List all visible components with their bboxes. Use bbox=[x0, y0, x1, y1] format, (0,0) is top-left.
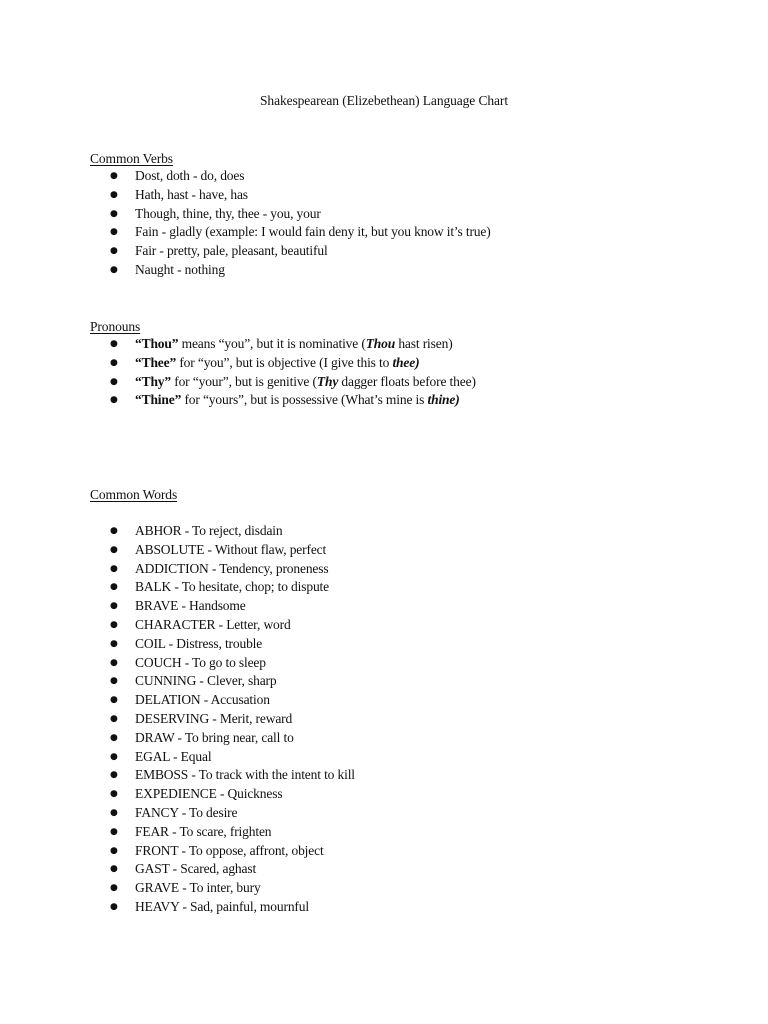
list-item: ● Naught - nothing bbox=[0, 261, 491, 280]
list-item: ● “Thy” for “your”, but is genitive (Thy dagger floats before thee) bbox=[0, 373, 476, 392]
list-item: ● Though, thine, thy, thee - you, your bbox=[0, 205, 491, 224]
list-item: ● Dost, doth - do, does bbox=[0, 167, 491, 186]
bullet-icon: ● bbox=[110, 713, 118, 724]
bullet-icon: ● bbox=[110, 807, 118, 818]
list-item: ● BRAVE - Handsome bbox=[0, 597, 355, 616]
list-item: ● Hath, hast - have, has bbox=[0, 186, 491, 205]
bullet-icon: ● bbox=[110, 563, 118, 574]
list-item: ● ABHOR - To reject, disdain bbox=[0, 522, 355, 541]
list-item: ● GAST - Scared, aghast bbox=[0, 860, 355, 879]
bullet-icon: ● bbox=[110, 657, 118, 668]
bullet-icon: ● bbox=[110, 376, 118, 387]
list-item: ● HEAVY - Sad, painful, mournful bbox=[0, 898, 355, 917]
words-list bbox=[0, 522, 355, 917]
bullet-icon: ● bbox=[110, 826, 118, 837]
bullet-icon: ● bbox=[110, 883, 118, 894]
bullet-icon: ● bbox=[110, 526, 118, 536]
list-item: ● EGAL - Equal bbox=[0, 748, 355, 767]
bullet-icon: ● bbox=[110, 676, 118, 687]
verbs-heading: Common Verbs bbox=[90, 151, 173, 166]
list-item: ● DRAW - To bring near, call to bbox=[0, 729, 355, 748]
bullet-icon: ● bbox=[110, 208, 118, 219]
list-item: ● COIL - Distress, trouble bbox=[0, 635, 355, 654]
words-heading: Common Words bbox=[90, 487, 178, 502]
list-item: ● “Thee” for “you”, but is objective (I give this to thee) bbox=[0, 354, 476, 373]
list-item: ● CHARACTER - Letter, word bbox=[0, 616, 355, 635]
list-item: ● EMBOSS - To track with the intent to kill bbox=[0, 766, 355, 785]
bullet-icon: ● bbox=[110, 264, 118, 275]
bullet-icon: ● bbox=[110, 171, 118, 181]
bullet-icon: ● bbox=[110, 619, 118, 630]
list-item: ● COUCH - To go to sleep bbox=[0, 654, 355, 673]
pronouns-list bbox=[0, 335, 476, 410]
bullet-icon: ● bbox=[110, 901, 118, 912]
bullet-icon: ● bbox=[110, 638, 118, 649]
bullet-icon: ● bbox=[110, 601, 118, 612]
verbs-list bbox=[0, 167, 491, 280]
bullet-icon: ● bbox=[110, 732, 118, 743]
list-item: ● “Thou” means “you”, but it is nominative (Thou hast risen) bbox=[0, 335, 476, 354]
bullet-icon: ● bbox=[110, 770, 118, 781]
bullet-icon: ● bbox=[110, 189, 118, 200]
list-item: ● ADDICTION - Tendency, proneness bbox=[0, 560, 355, 579]
bullet-icon: ● bbox=[110, 751, 118, 762]
bullet-icon: ● bbox=[110, 582, 118, 593]
list-item: ● CUNNING - Clever, sharp bbox=[0, 672, 355, 691]
list-item: ● GRAVE - To inter, bury bbox=[0, 879, 355, 898]
bullet-icon: ● bbox=[110, 695, 118, 706]
list-item: ● “Thine” for “yours”, but is possessive (What’s mine is thine) bbox=[0, 391, 476, 410]
list-item: ● FRONT - To oppose, affront, object bbox=[0, 842, 355, 861]
bullet-icon: ● bbox=[110, 395, 118, 406]
list-item: ● ABSOLUTE - Without flaw, perfect bbox=[0, 541, 355, 560]
list-item: ● DESERVING - Merit, reward bbox=[0, 710, 355, 729]
page-title: Shakespearean (Elizebethean) Language Chart bbox=[260, 93, 508, 108]
bullet-icon: ● bbox=[110, 357, 118, 368]
bullet-icon: ● bbox=[110, 789, 118, 800]
bullet-icon: ● bbox=[110, 845, 118, 856]
pronouns-heading: Pronouns bbox=[90, 319, 141, 334]
list-item: ● Fain - gladly (example: I would fain deny it, but you know it’s true) bbox=[0, 223, 491, 242]
list-item: ● BALK - To hesitate, chop; to dispute bbox=[0, 578, 355, 597]
bullet-icon: ● bbox=[110, 339, 118, 349]
list-item: ● FEAR - To scare, frighten bbox=[0, 823, 355, 842]
bullet-icon: ● bbox=[110, 246, 118, 257]
list-item: ● Fair - pretty, pale, pleasant, beautiful bbox=[0, 242, 491, 261]
bullet-icon: ● bbox=[110, 227, 118, 238]
bullet-icon: ● bbox=[110, 544, 118, 555]
list-item: ● EXPEDIENCE - Quickness bbox=[0, 785, 355, 804]
list-item: ● DELATION - Accusation bbox=[0, 691, 355, 710]
list-item: ● FANCY - To desire bbox=[0, 804, 355, 823]
bullet-icon: ● bbox=[110, 864, 118, 875]
